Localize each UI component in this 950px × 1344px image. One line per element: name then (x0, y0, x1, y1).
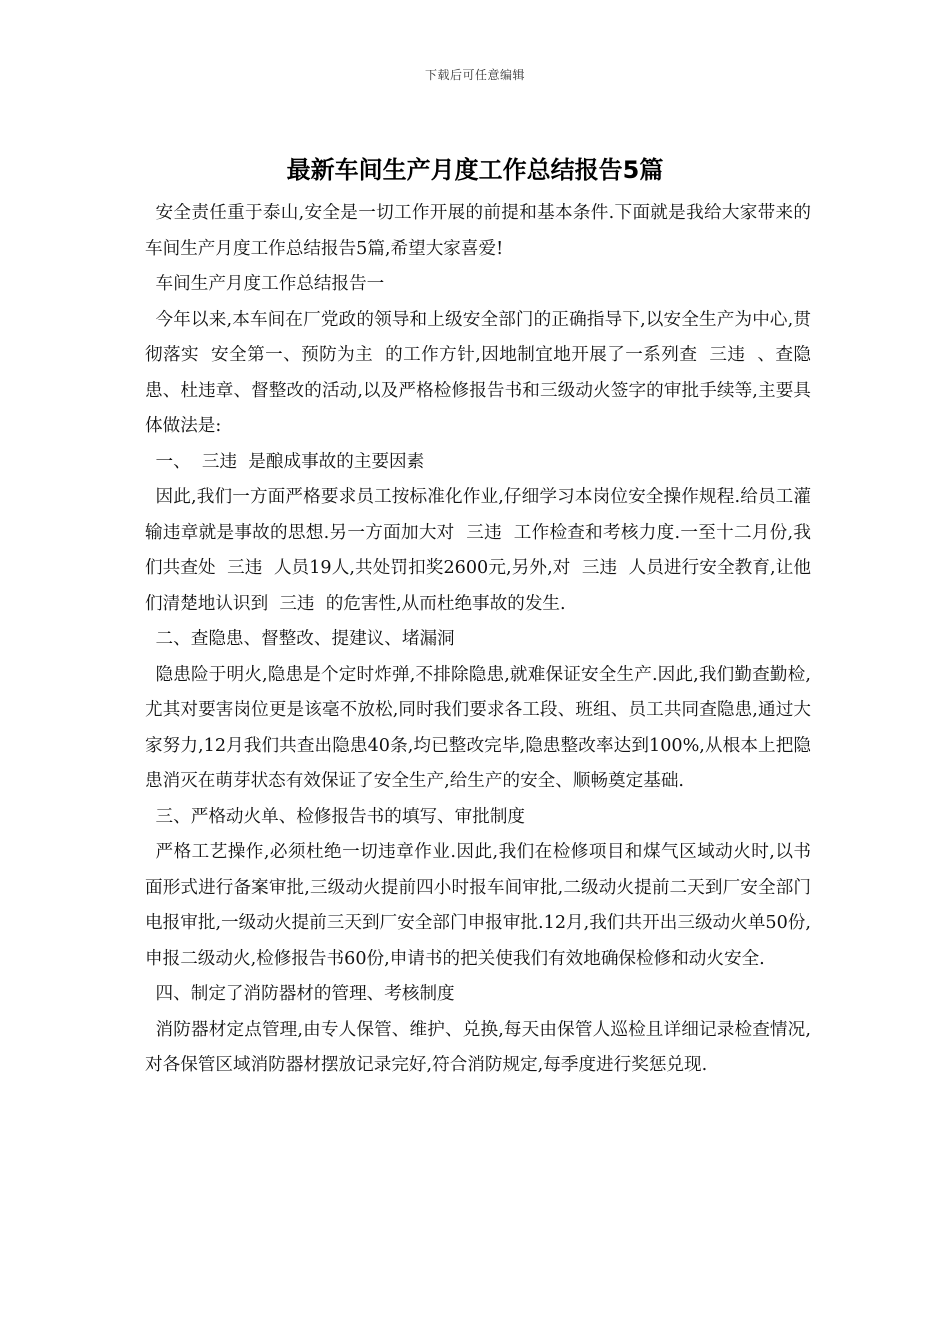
section-heading: 三、严格动火单、检修报告书的填写、审批制度 (155, 806, 526, 827)
section-heading: 二、查隐患、督整改、提建议、堵漏洞 (155, 629, 455, 649)
header-note: 下载后可任意编辑 (424, 68, 525, 82)
section-heading: 四、制定了消防器材的管理、考核制度 (155, 984, 455, 1004)
intro-paragraph: 安全责任重于泰山,安全是一切工作开展的前提和基本条件.下面就是我给大家带来的车间生产月度工作总结报告5篇,希望大家喜爱! (145, 203, 811, 259)
body-paragraph: 消防器材定点管理,由专人保管、维护、兑换,每天由保管人巡检且详细记录检查情况,对各保管区域消防器材摆放记录完好,符合消防规定,每季度进行奖惩兑现. (145, 1019, 811, 1075)
document-title: 最新车间生产月度工作总结报告5篇 (286, 156, 664, 184)
body-paragraph: 严格工艺操作,必须杜绝一切违章作业.因此,我们在检修项目和煤气区域动火时,以书面形式进行备案审批,三级动火提前四小时报车间审批,二级动火提前二天到厂安全部门电报审批,一级动火提前三天到厂安全部门申报审批.12月,我们共开出三级动火单50份,申报二级动火,检修报告书60份,申请书的把关使我们有效地确保检修和动火安全. (145, 842, 811, 969)
document-body (145, 196, 811, 1084)
section-heading: 一、 三违 是酿成事故的主要因素 (155, 451, 425, 472)
body-paragraph: 因此,我们一方面严格要求员工按标准化作业,仔细学习本岗位安全操作规程.给员工灌输违章就是事故的思想.另一方面加大对 三违 工作检查和考核力度.一至十二月份,我们共查处 三违 人员19人,共处罚扣奖2600元,另外,对 三违 人员进行安全教育,让他们清楚地认识到 三违 的危害性,从而杜绝事故的发生. (145, 487, 811, 614)
body-paragraph: 隐患险于明火,隐患是个定时炸弹,不排除隐患,就难保证安全生产.因此,我们勤查勤检,尤其对要害岗位更是该毫不放松,同时我们要求各工段、班组、员工共同查隐患,通过大家努力,12月我们共查出隐患40条,均已整改完毕,隐患整改率达到100%,从根本上把隐患消灭在萌芽状态有效保证了安全生产,给生产的安全、顺畅奠定基础. (145, 664, 811, 791)
report-heading: 车间生产月度工作总结报告一 (155, 274, 385, 294)
body-paragraph: 今年以来,本车间在厂党政的领导和上级安全部门的正确指导下,以安全生产为中心,贯彻落实 安全第一、预防为主 的工作方针,因地制宜地开展了一系列查 三违 、查隐患、杜违章、督整改的活动,以及严格检修报告书和三级动火签字的审批手续等,主要具体做法是: (145, 309, 811, 436)
